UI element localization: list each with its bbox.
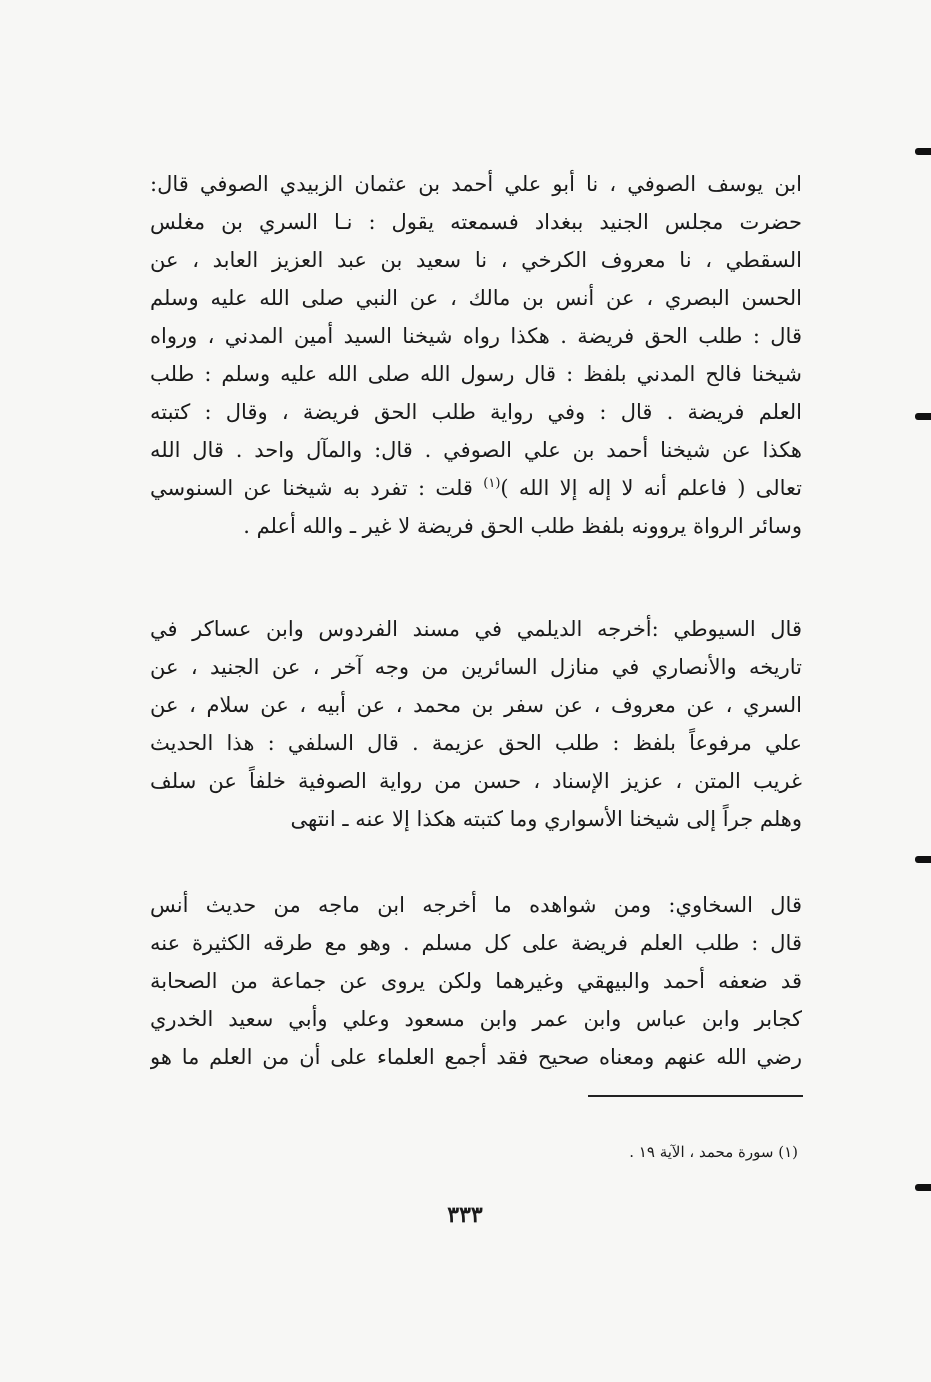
text-segment: قلت : تفرد به شيخنا عن السنوسي	[150, 476, 484, 500]
text-line: الحسن البصري ، عن أنس بن مالك ، عن النبي صلى الله عليه وسلم	[150, 286, 802, 310]
text-segment: تعالى ( فاعلم أنه لا إله إلا الله )	[500, 476, 802, 500]
text-line: قال : طلب العلم فريضة على كل مسلم . وهو مع طرقه الكثيرة عنه	[150, 931, 802, 955]
text-line: علي مرفوعاً بلفظ : طلب الحق عزيمة . قال السلفي : هذا الحديث	[150, 731, 802, 755]
text-line: ابن يوسف الصوفي ، نا أبو علي أحمد بن عثمان الزبيدي الصوفي قال:	[150, 172, 802, 196]
text-line: هكذا عن شيخنا أحمد بن علي الصوفي . قال: والمآل واحد . قال الله	[150, 438, 802, 462]
text-line: قال السخاوي: ومن شواهده ما أخرجه ابن ماجه من حديث أنس	[150, 893, 802, 917]
text-line: رضي الله عنهم ومعناه صحيح فقد أجمع العلماء على أن من العلم ما هو	[150, 1045, 802, 1069]
text-line	[150, 469, 802, 507]
footnote-divider	[588, 1095, 803, 1097]
page-edge-mark	[915, 413, 931, 420]
footnote-reference[interactable]: (١)	[483, 476, 501, 491]
text-line: قد ضعفه أحمد والبيهقي وغيرهما ولكن يروى عن جماعة من الصحابة	[150, 969, 802, 993]
text-line: السقطي ، نا معروف الكرخي ، نا سعيد بن عبد العزيز العابد ، عن	[150, 248, 802, 272]
text-line: وهلم جراً إلى شيخنا الأسواري وما كتبته هكذا إلا عنه ـ انتهى	[290, 807, 802, 831]
footnote: (١) سورة محمد ، الآية ١٩ .	[629, 1143, 798, 1161]
text-line: وسائر الرواة يروونه بلفظ طلب الحق فريضة لا غير ـ والله أعلم .	[243, 514, 802, 538]
page-edge-mark	[915, 856, 931, 863]
text-line: كجابر وابن عباس وابن عمر وابن مسعود وعلي وأبي سعيد الخدري	[150, 1007, 802, 1031]
text-line: شيخنا فالح المدني بلفظ : قال رسول الله صلى الله عليه وسلم : طلب	[150, 362, 802, 386]
text-line: السري ، عن معروف ، عن سفر بن محمد ، عن أبيه ، عن سلام ، عن	[150, 693, 802, 717]
text-line: قال : طلب الحق فريضة . هكذا رواه شيخنا السيد أمين المدني ، ورواه	[150, 324, 802, 348]
text-line: غريب المتن ، عزيز الإسناد ، حسن من رواية الصوفية خلفاً عن سلف	[150, 769, 802, 793]
paragraph-3	[150, 886, 802, 1076]
text-line: العلم فريضة . قال : وفي رواية طلب الحق فريضة ، وقال : كتبته	[150, 400, 802, 424]
text-line: حضرت مجلس الجنيد ببغداد فسمعته يقول : نـا السري بن مغلس	[150, 210, 802, 234]
paragraph-1	[150, 165, 802, 545]
page-number: ٣٣٣	[447, 1202, 483, 1228]
text-line: قال السيوطي :أخرجه الديلمي في مسند الفردوس وابن عساكر في	[150, 617, 802, 641]
page-edge-mark	[915, 1184, 931, 1191]
page-edge-mark	[915, 148, 931, 155]
paragraph-2	[150, 610, 802, 838]
text-line: تاريخه والأنصاري في منازل السائرين من وجه آخر ، عن الجنيد ، عن	[150, 655, 802, 679]
